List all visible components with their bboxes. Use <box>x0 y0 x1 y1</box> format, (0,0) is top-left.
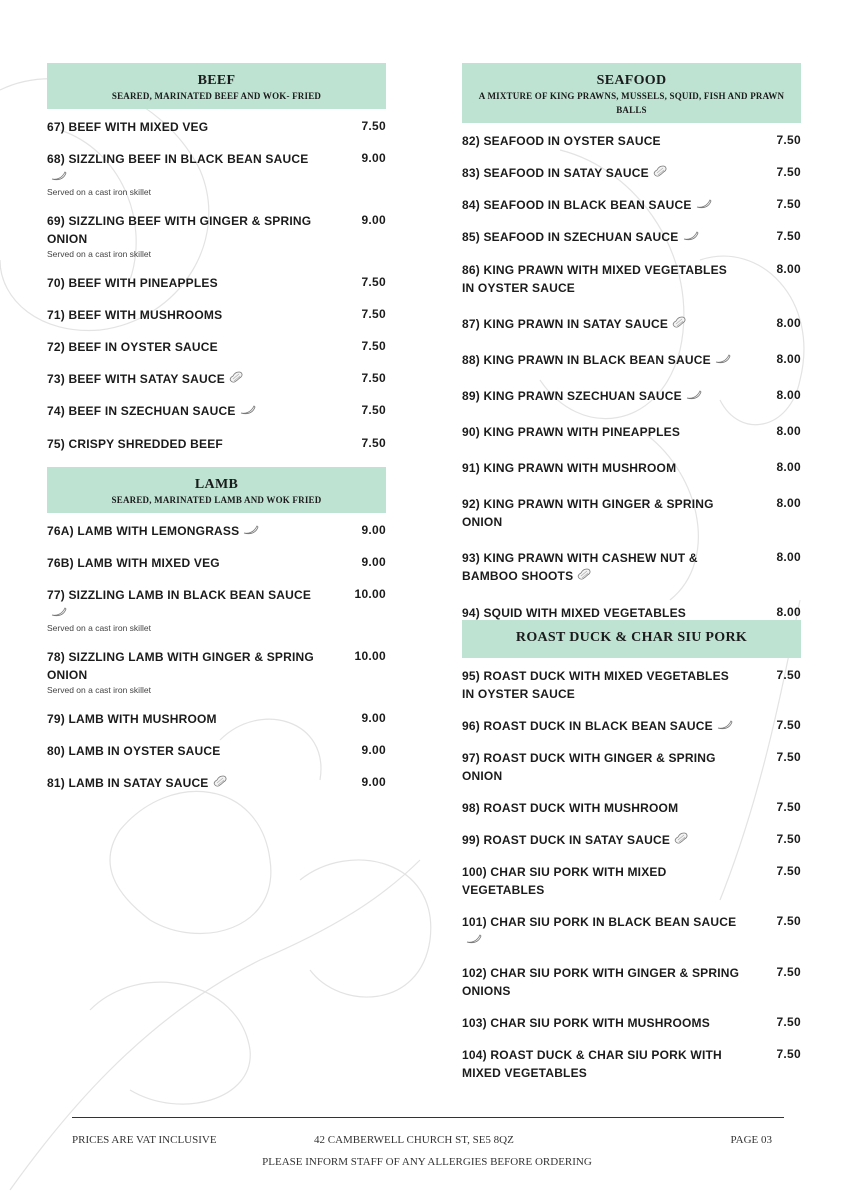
menu-item <box>462 549 801 585</box>
item-name: 101) CHAR SIU PORK IN BLACK BEAN SAUCE <box>462 915 737 930</box>
section-header <box>462 63 801 123</box>
menu-item <box>47 586 386 634</box>
chili-icon <box>683 228 699 246</box>
item-price: 8.00 <box>776 388 801 403</box>
item-price: 8.00 <box>776 351 801 366</box>
menu-item <box>462 387 801 405</box>
menu-item <box>47 710 386 728</box>
section-subtitle: SEARED, MARINATED BEEF AND WOK- FRIED <box>111 91 322 101</box>
item-price: 7.50 <box>776 964 801 979</box>
peanut-icon <box>229 370 243 388</box>
menu-item <box>47 774 386 792</box>
item-note: Served on a cast iron skillet <box>47 623 151 634</box>
section-subtitle: A MIXTURE OF KING PRAWNS, MUSSELS, SQUID, FISH AND PRAWN BALLS <box>478 91 785 115</box>
item-price: 8.00 <box>776 261 801 276</box>
menu-item <box>462 1014 801 1032</box>
item-price: 9.00 <box>361 555 386 570</box>
menu-item <box>462 196 801 214</box>
chili-icon <box>466 931 482 949</box>
peanut-icon <box>213 774 227 792</box>
peanut-icon <box>577 567 591 585</box>
section-roast <box>462 620 801 1096</box>
item-price: 9.00 <box>361 523 386 537</box>
section-header <box>462 620 801 658</box>
item-name: 83) SEAFOOD IN SATAY SAUCE <box>462 166 649 181</box>
menu-item <box>462 604 801 622</box>
chili-icon <box>240 402 256 420</box>
item-name: 91) KING PRAWN WITH MUSHROOM <box>462 461 677 476</box>
menu-item <box>462 717 801 735</box>
menu-item <box>47 274 386 292</box>
item-name: 86) KING PRAWN WITH MIXED VEGETABLES IN OYSTER SAUCE <box>462 262 727 295</box>
item-price: 7.50 <box>776 750 801 765</box>
item-price: 7.50 <box>776 864 801 879</box>
menu-item <box>462 315 801 333</box>
section-header <box>47 63 386 109</box>
chili-icon <box>717 717 733 735</box>
section-header <box>47 467 386 513</box>
item-name: 92) KING PRAWN WITH GINGER & SPRING ONION <box>462 497 714 530</box>
item-price: 9.00 <box>361 775 386 790</box>
peanut-icon <box>674 831 688 849</box>
address: 42 CAMBERWELL CHURCH ST, SE5 8QZ <box>314 1134 514 1146</box>
item-name: 75) CRISPY SHREDDED BEEF <box>47 436 223 451</box>
section-title: LAMB <box>194 477 239 492</box>
menu-item <box>47 150 386 198</box>
item-price: 8.00 <box>776 550 801 565</box>
item-note: Served on a cast iron skillet <box>47 249 151 260</box>
item-name: 85) SEAFOOD IN SZECHUAN SAUCE <box>462 230 679 245</box>
section-beef <box>47 63 386 467</box>
item-name: 76A) LAMB WITH LEMONGRASS <box>47 524 240 539</box>
item-price: 9.00 <box>361 743 386 758</box>
item-name: 87) KING PRAWN IN SATAY SAUCE <box>462 316 669 331</box>
menu-item <box>462 228 801 246</box>
item-price: 7.50 <box>776 914 801 929</box>
item-price: 7.50 <box>776 800 801 815</box>
item-price: 8.00 <box>776 604 801 619</box>
item-name: 102) CHAR SIU PORK WITH GINGER & SPRING ONIONS <box>462 965 740 998</box>
item-name: 94) SQUID WITH MIXED VEGETABLES <box>462 605 686 620</box>
item-price: 7.50 <box>776 165 801 179</box>
item-name: 81) LAMB IN SATAY SAUCE <box>47 776 209 791</box>
section-title: SEAFOOD <box>596 73 667 88</box>
page-number: PAGE 03 <box>730 1134 772 1146</box>
item-price: 7.50 <box>361 339 386 354</box>
item-price: 8.00 <box>776 315 801 330</box>
item-price: 7.50 <box>776 229 801 244</box>
chili-icon <box>686 387 702 405</box>
menu-item <box>47 118 386 136</box>
menu-item <box>462 261 801 297</box>
footer <box>72 1117 784 1168</box>
item-name: 74) BEEF IN SZECHUAN SAUCE <box>47 404 236 419</box>
item-name: 89) KING PRAWN SZECHUAN SAUCE <box>462 389 682 404</box>
item-price: 10.00 <box>354 587 386 602</box>
chili-icon <box>696 196 712 214</box>
item-price: 7.50 <box>361 435 386 450</box>
item-note: Served on a cast iron skillet <box>47 685 151 696</box>
item-name: 84) SEAFOOD IN BLACK BEAN SAUCE <box>462 198 692 213</box>
menu-item <box>47 370 386 388</box>
menu-item <box>462 164 801 182</box>
menu-item <box>462 351 801 369</box>
item-price: 9.00 <box>361 151 386 165</box>
menu-item <box>462 799 801 817</box>
menu-item <box>47 554 386 572</box>
peanut-icon <box>653 164 667 182</box>
menu-items <box>47 109 386 453</box>
item-price: 10.00 <box>354 649 386 664</box>
chili-icon <box>243 522 259 540</box>
menu-item <box>462 913 801 949</box>
item-price: 7.50 <box>361 403 386 418</box>
item-name: 98) ROAST DUCK WITH MUSHROOM <box>462 801 679 816</box>
item-price: 7.50 <box>361 371 386 386</box>
section-title: ROAST DUCK & CHAR SIU PORK <box>515 630 748 645</box>
menu-item <box>462 132 801 150</box>
item-name: 104) ROAST DUCK & CHAR SIU PORK WITH MIXED VEGETABLES <box>462 1047 722 1080</box>
item-price: 8.00 <box>776 496 801 511</box>
item-price: 7.50 <box>776 668 801 682</box>
menu-item <box>462 831 801 849</box>
menu-item <box>462 459 801 477</box>
item-name: 99) ROAST DUCK IN SATAY SAUCE <box>462 833 671 848</box>
item-name: 71) BEEF WITH MUSHROOMS <box>47 308 223 323</box>
item-price: 9.00 <box>361 711 386 726</box>
menu-item <box>47 742 386 760</box>
item-name: 80) LAMB IN OYSTER SAUCE <box>47 744 221 759</box>
item-note: Served on a cast iron skillet <box>47 187 151 198</box>
menu-item <box>462 863 801 899</box>
item-price: 9.00 <box>361 213 386 228</box>
menu-item <box>47 435 386 453</box>
item-name: 95) ROAST DUCK WITH MIXED VEGETABLES IN OYSTER SAUCE <box>462 669 729 701</box>
item-name: 97) ROAST DUCK WITH GINGER & SPRING ONION <box>462 751 716 784</box>
menu-item <box>462 667 801 703</box>
allergy-notice: PLEASE INFORM STAFF OF ANY ALLERGIES BEFORE ORDERING <box>262 1156 592 1168</box>
item-name: 72) BEEF IN OYSTER SAUCE <box>47 340 218 355</box>
menu-items <box>462 123 801 622</box>
item-name: 67) BEEF WITH MIXED VEG <box>47 120 209 134</box>
menu-items <box>462 658 801 1082</box>
peanut-icon <box>672 315 686 333</box>
item-name: 103) CHAR SIU PORK WITH MUSHROOMS <box>462 1015 710 1030</box>
chili-icon <box>715 351 731 369</box>
menu-item <box>462 964 801 1000</box>
menu-item <box>47 522 386 540</box>
menu-item <box>47 212 386 260</box>
item-name: 77) SIZZLING LAMB IN BLACK BEAN SAUCE <box>47 588 312 603</box>
item-price: 7.50 <box>776 1046 801 1061</box>
item-price: 7.50 <box>776 133 801 147</box>
item-price: 7.50 <box>361 307 386 322</box>
menu-item <box>462 749 801 785</box>
menu-item <box>47 648 386 696</box>
section-lamb <box>47 467 386 807</box>
item-name: 79) LAMB WITH MUSHROOM <box>47 712 217 727</box>
item-price: 8.00 <box>776 460 801 475</box>
vat-notice: PRICES ARE VAT INCLUSIVE <box>72 1134 217 1146</box>
item-name: 100) CHAR SIU PORK WITH MIXED VEGETABLES <box>462 865 667 898</box>
item-name: 93) KING PRAWN WITH CASHEW NUT & BAMBOO SHOOTS <box>462 551 698 584</box>
item-name: 70) BEEF WITH PINEAPPLES <box>47 276 218 291</box>
menu-item <box>47 338 386 356</box>
item-price: 8.00 <box>776 424 801 439</box>
item-name: 96) ROAST DUCK IN BLACK BEAN SAUCE <box>462 719 713 734</box>
item-name: 76B) LAMB WITH MIXED VEG <box>47 556 220 571</box>
item-price: 7.50 <box>776 1014 801 1029</box>
item-name: 78) SIZZLING LAMB WITH GINGER & SPRING ONION <box>47 650 314 683</box>
menu-items <box>47 513 386 793</box>
item-name: 90) KING PRAWN WITH PINEAPPLES <box>462 425 681 440</box>
section-subtitle: SEARED, MARINATED LAMB AND WOK FRIED <box>111 495 322 505</box>
item-price: 7.50 <box>361 275 386 290</box>
chili-icon <box>51 168 67 186</box>
menu-item <box>462 495 801 531</box>
menu-item <box>47 306 386 324</box>
item-name: 69) SIZZLING BEEF WITH GINGER & SPRING ONION <box>47 214 312 247</box>
item-price: 7.50 <box>776 718 801 732</box>
menu-item <box>462 1046 801 1082</box>
item-price: 7.50 <box>361 119 386 133</box>
item-name: 73) BEEF WITH SATAY SAUCE <box>47 372 225 387</box>
section-title: BEEF <box>197 73 236 88</box>
item-name: 82) SEAFOOD IN OYSTER SAUCE <box>462 134 661 148</box>
item-price: 7.50 <box>776 832 801 847</box>
item-name: 88) KING PRAWN IN BLACK BEAN SAUCE <box>462 353 711 368</box>
menu-item <box>462 423 801 441</box>
item-price: 7.50 <box>776 197 801 212</box>
menu-item <box>47 402 386 420</box>
section-seafood <box>462 63 801 640</box>
item-name: 68) SIZZLING BEEF IN BLACK BEAN SAUCE <box>47 152 309 166</box>
chili-icon <box>51 604 67 622</box>
